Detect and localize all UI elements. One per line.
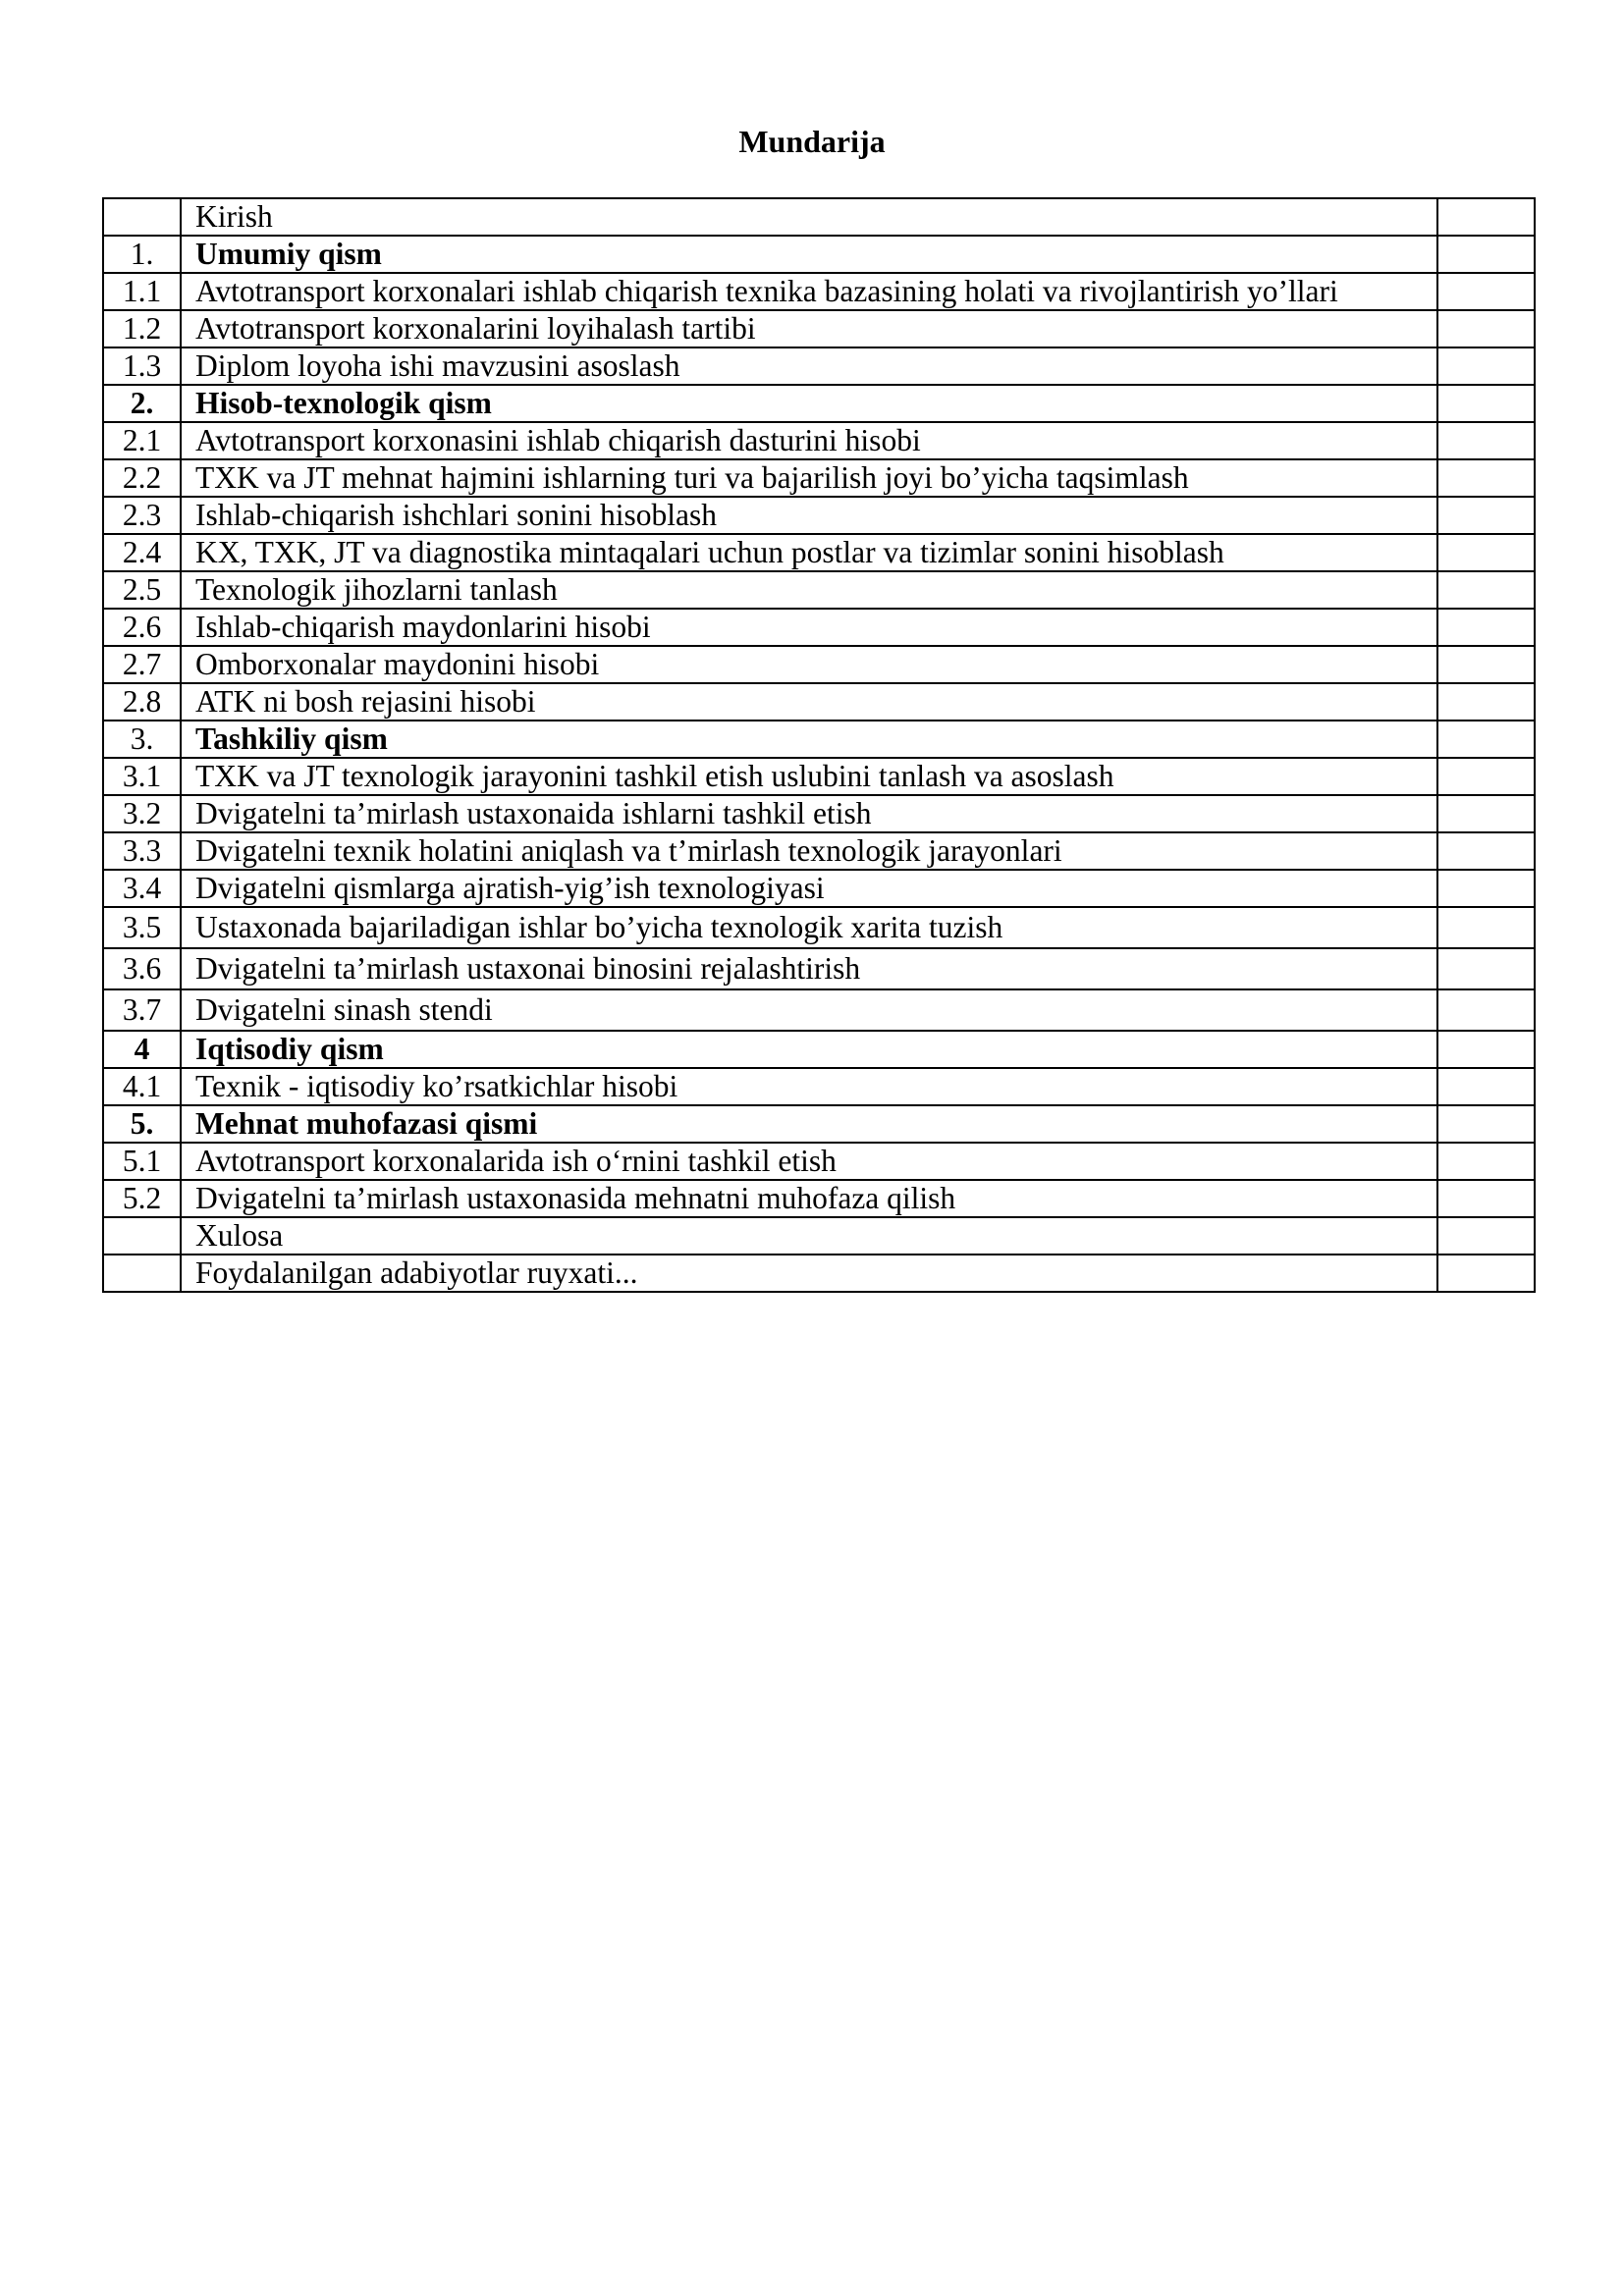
- toc-section-title: Kirish: [181, 198, 1437, 236]
- toc-page-number: [1437, 534, 1535, 571]
- toc-section-number: 1.: [103, 236, 181, 273]
- toc-row: [103, 385, 1535, 422]
- toc-section-title: Avtotransport korxonasini ishlab chiqarish dasturini hisobi: [181, 422, 1437, 459]
- toc-section-title: Xulosa: [181, 1217, 1437, 1255]
- toc-row: [103, 646, 1535, 683]
- toc-row: [103, 1180, 1535, 1217]
- toc-page-number: [1437, 1031, 1535, 1068]
- toc-page-number: [1437, 1217, 1535, 1255]
- toc-section-number: 2.2: [103, 459, 181, 497]
- toc-section-title: Texnologik jihozlarni tanlash: [181, 571, 1437, 609]
- toc-page-number: [1437, 1143, 1535, 1180]
- toc-page-number: [1437, 795, 1535, 832]
- toc-section-number: [103, 198, 181, 236]
- toc-section-number: 3.5: [103, 907, 181, 948]
- toc-section-title: ATK ni bosh rejasini hisobi: [181, 683, 1437, 721]
- toc-section-title: Omborxonalar maydonini hisobi: [181, 646, 1437, 683]
- toc-row: [103, 1255, 1535, 1292]
- toc-page-number: [1437, 422, 1535, 459]
- toc-row: [103, 497, 1535, 534]
- toc-row: [103, 1068, 1535, 1105]
- toc-section-number: 1.2: [103, 310, 181, 347]
- toc-section-number: [103, 1255, 181, 1292]
- toc-section-number: 2.1: [103, 422, 181, 459]
- toc-page-number: [1437, 1255, 1535, 1292]
- toc-section-title: TXK va JT mehnat hajmini ishlarning turi va bajarilish joyi bo’yicha taqsimlash: [181, 459, 1437, 497]
- toc-page-number: [1437, 347, 1535, 385]
- toc-section-title: Ishlab-chiqarish maydonlarini hisobi: [181, 609, 1437, 646]
- toc-section-title: Avtotransport korxonalari ishlab chiqarish texnika bazasining holati va rivojlantirish yo’llari: [181, 273, 1437, 310]
- toc-row: [103, 721, 1535, 758]
- toc-section-number: 2.: [103, 385, 181, 422]
- toc-section-title: Dvigatelni sinash stendi: [181, 989, 1437, 1031]
- toc-page-number: [1437, 870, 1535, 907]
- toc-row: [103, 870, 1535, 907]
- toc-page-number: [1437, 571, 1535, 609]
- toc-page-number: [1437, 1068, 1535, 1105]
- toc-section-title: Mehnat muhofazasi qismi: [181, 1105, 1437, 1143]
- toc-section-number: 3.4: [103, 870, 181, 907]
- toc-section-title: Dvigatelni ta’mirlash ustaxonasida mehnatni muhofaza qilish: [181, 1180, 1437, 1217]
- toc-row: [103, 1031, 1535, 1068]
- toc-section-title: Hisob-texnologik qism: [181, 385, 1437, 422]
- toc-row: [103, 948, 1535, 989]
- toc-page-number: [1437, 758, 1535, 795]
- toc-page-number: [1437, 989, 1535, 1031]
- toc-row: [103, 347, 1535, 385]
- toc-row: [103, 236, 1535, 273]
- toc-section-title: Umumiy qism: [181, 236, 1437, 273]
- toc-section-title: Dvigatelni ta’mirlash ustaxonaida ishlarni tashkil etish: [181, 795, 1437, 832]
- toc-page-number: [1437, 907, 1535, 948]
- toc-section-number: 3.: [103, 721, 181, 758]
- toc-section-title: Dvigatelni ta’mirlash ustaxonai binosini rejalashtirish: [181, 948, 1437, 989]
- toc-section-number: 2.4: [103, 534, 181, 571]
- toc-page-number: [1437, 646, 1535, 683]
- toc-section-number: 1.3: [103, 347, 181, 385]
- toc-page-number: [1437, 1105, 1535, 1143]
- toc-row: [103, 198, 1535, 236]
- toc-row: [103, 1217, 1535, 1255]
- toc-row: [103, 907, 1535, 948]
- toc-row: [103, 534, 1535, 571]
- toc-row: [103, 1105, 1535, 1143]
- toc-section-title: Ishlab-chiqarish ishchlari sonini hisoblash: [181, 497, 1437, 534]
- toc-row: [103, 795, 1535, 832]
- toc-page-number: [1437, 236, 1535, 273]
- toc-section-title: Foydalanilgan adabiyotlar ruyxati...: [181, 1255, 1437, 1292]
- toc-section-number: 2.5: [103, 571, 181, 609]
- toc-row: [103, 422, 1535, 459]
- toc-section-title: Avtotransport korxonalarida ish o‘rnini tashkil etish: [181, 1143, 1437, 1180]
- toc-section-title: Diplom loyoha ishi mavzusini asoslash: [181, 347, 1437, 385]
- toc-section-title: KX, TXK, JT va diagnostika mintaqalari uchun postlar va tizimlar sonini hisoblash: [181, 534, 1437, 571]
- toc-page-number: [1437, 385, 1535, 422]
- toc-section-title: Tashkiliy qism: [181, 721, 1437, 758]
- toc-page-number: [1437, 273, 1535, 310]
- toc-section-number: [103, 1217, 181, 1255]
- toc-page-number: [1437, 497, 1535, 534]
- toc-row: [103, 832, 1535, 870]
- toc-row: [103, 310, 1535, 347]
- toc-row: [103, 459, 1535, 497]
- toc-section-title: Texnik - iqtisodiy ko’rsatkichlar hisobi: [181, 1068, 1437, 1105]
- toc-section-number: 1.1: [103, 273, 181, 310]
- toc-row: [103, 683, 1535, 721]
- toc-row: [103, 273, 1535, 310]
- toc-page-number: [1437, 198, 1535, 236]
- toc-section-title: Dvigatelni qismlarga ajratish-yig’ish texnologiyasi: [181, 870, 1437, 907]
- toc-section-number: 2.6: [103, 609, 181, 646]
- toc-section-number: 3.7: [103, 989, 181, 1031]
- toc-page-number: [1437, 832, 1535, 870]
- toc-page-number: [1437, 683, 1535, 721]
- toc-row: [103, 1143, 1535, 1180]
- toc-row: [103, 989, 1535, 1031]
- toc-section-number: 5.2: [103, 1180, 181, 1217]
- toc-section-title: Avtotransport korxonalarini loyihalash tartibi: [181, 310, 1437, 347]
- toc-section-number: 5.: [103, 1105, 181, 1143]
- toc-page-number: [1437, 609, 1535, 646]
- page-title: Mundarija: [738, 124, 886, 159]
- toc-section-title: Ustaxonada bajariladigan ishlar bo’yicha texnologik xarita tuzish: [181, 907, 1437, 948]
- toc-page-number: [1437, 459, 1535, 497]
- toc-section-number: 4: [103, 1031, 181, 1068]
- toc-row: [103, 609, 1535, 646]
- toc-section-number: 2.3: [103, 497, 181, 534]
- toc-body: [103, 198, 1535, 1292]
- toc-section-number: 3.1: [103, 758, 181, 795]
- toc-row: [103, 571, 1535, 609]
- toc-section-title: TXK va JT texnologik jarayonini tashkil etish uslubini tanlash va asoslash: [181, 758, 1437, 795]
- table-of-contents: [102, 197, 1536, 1293]
- toc-page-number: [1437, 948, 1535, 989]
- toc-section-number: 2.7: [103, 646, 181, 683]
- toc-section-title: Iqtisodiy qism: [181, 1031, 1437, 1068]
- toc-page-number: [1437, 310, 1535, 347]
- toc-page-number: [1437, 721, 1535, 758]
- toc-section-number: 5.1: [103, 1143, 181, 1180]
- toc-section-number: 3.6: [103, 948, 181, 989]
- toc-section-number: 4.1: [103, 1068, 181, 1105]
- toc-section-number: 3.3: [103, 832, 181, 870]
- toc-page-number: [1437, 1180, 1535, 1217]
- toc-section-number: 2.8: [103, 683, 181, 721]
- toc-section-number: 3.2: [103, 795, 181, 832]
- toc-row: [103, 758, 1535, 795]
- toc-section-title: Dvigatelni texnik holatini aniqlash va t’mirlash texnologik jarayonlari: [181, 832, 1437, 870]
